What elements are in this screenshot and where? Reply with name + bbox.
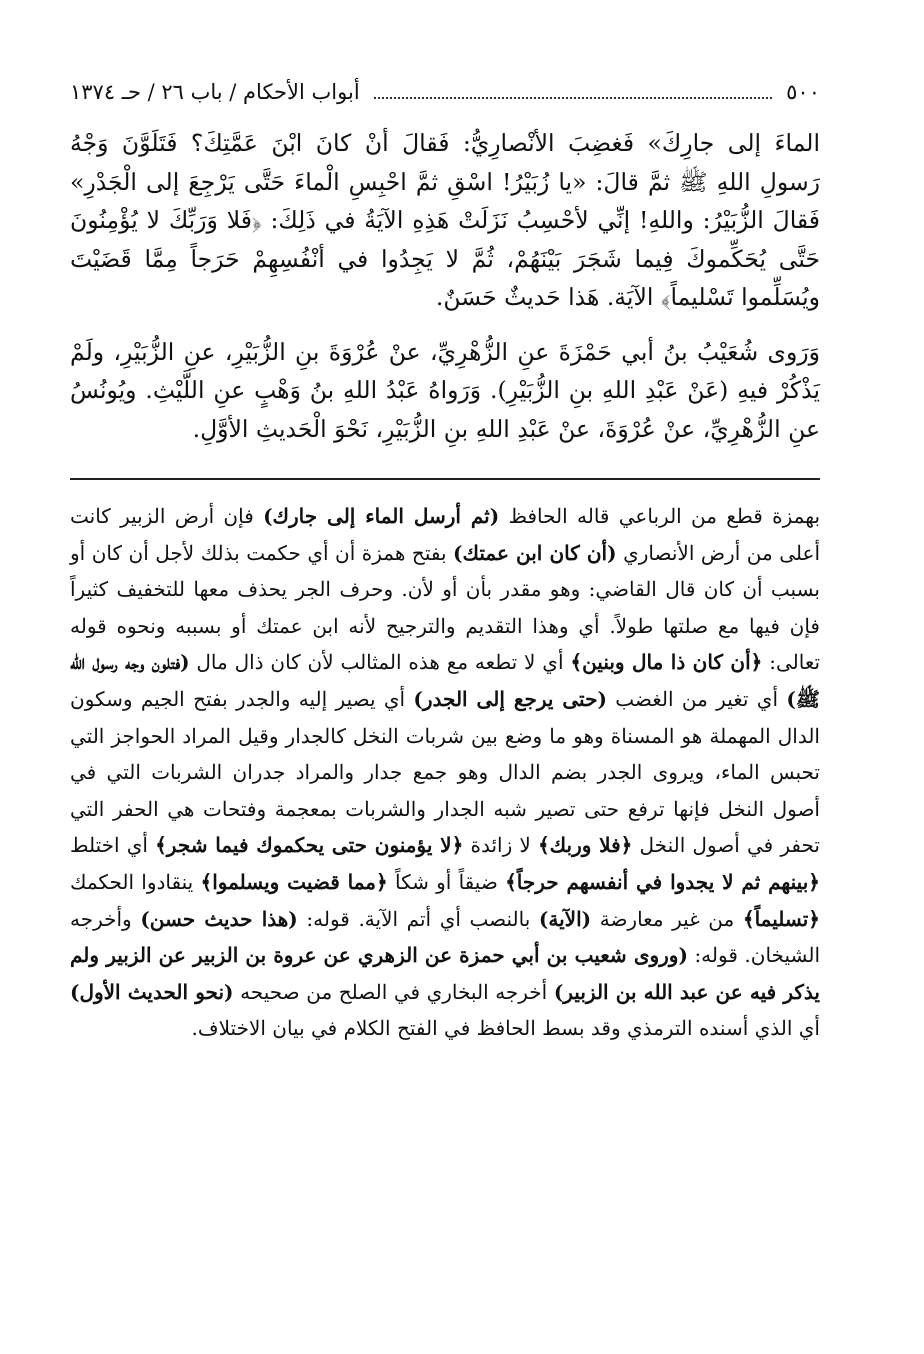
commentary-text-run: وأخرجه الشيخان. قوله: [70, 906, 820, 968]
hadith-paragraph: الماءَ إلى جارِكَ» فَغضِبَ الأنْصارِيُّ: فَقالَ أنْ كانَ ابْنَ عَمَّتِكَ؟ فَتَلَوَّنَ وَجْهُ رَسولِ اللهِ ﷺ ثمَّ قالَ: «يا زُبَيْرُ! اسْقِ ثمَّ احْبِسِ الْماءَ حَتَّى يَرْجِعَ إلى الْجَدْرِ» فَقالَ الزُّبَيْرُ: واللهِ! إنِّي لأحْسِبُ نَزَلَتْ هَذِهِ الآيَةُ في ذَلِكَ: ﴿فَلا وَرَبِّكَ لا يُؤْمِنُونَ حَتَّى يُحَكِّموكَ فِيما شَجَرَ بَيْنَهُمْ، ثُمَّ لا يَجِدُوا في أنْفُسِهِمْ حَرَجاً مِمَّا قَضَيْتَ ويُسَلِّموا تَسْليماً﴾ الآيَة. هَذا حَديثٌ حَسَنٌ. [70, 129, 820, 311]
footnote-divider [70, 478, 820, 480]
commentary-text-run: أخرجه البخاري في الصلح من صحيحه [233, 979, 554, 1004]
commentary-text-run: ضيقاً أو شكاً [387, 869, 506, 894]
commentary-text-run: بفتح همزة أن أي حكمت بذلك لأجل أن كان أو بسبب أن كان قال القاضي: وهو مقدر بأن أو لأن. وحرف الجر يحذف معها للتخفيف كثيراً فإن فيها مع صلتها طولاً. أي وهذا التقديم والترجيح لأنه ابن عمتك أو بسببه ونحوه قوله تعالى: [70, 540, 821, 675]
hadith-paragraph: وَرَوى شُعَيْبُ بنُ أبي حَمْزَةَ عنِ الزُّهْرِيِّ، عنْ عُرْوَةَ بنِ الزُّبَيْرِ، عنِ الزُّبَيْرِ، ولَمْ يَذْكُرْ فيهِ (عَنْ عَبْدِ اللهِ بنِ الزُّبَيْرِ). وَرَواهُ عَبْدُ اللهِ بنُ وَهْبٍ عنِ اللَّيْثِ. ويُونُسُ عنِ الزُّهْرِيِّ، عنْ عُرْوَةَ، عنْ عَبْدِ اللهِ بنِ الزُّبَيْرِ، نَحْوَ الْحَديثِ الأوَّلِ. [70, 337, 820, 443]
commentary-text-run: بهمزة قطع من الرباعي قاله الحافظ [499, 504, 821, 528]
commentary-text-run: أي الذي أسنده الترمذي وقد بسط الحافظ في الفتح الكلام في بيان الاختلاف. [191, 1016, 820, 1041]
commentary-text-run: أي اختلط [70, 833, 156, 858]
commentary-text-run: فإن أرض الزبير كانت أعلى من أرض الأنصاري [70, 504, 820, 565]
commentary-text-run: أي يصير إليه والجدر بفتح الجيم وسكون الدال المهملة هو المسناة وهو ما وضع بين شربات النخل كالجدار وقيل المراد الحواجز التي تحبس الماء، ويروى الجدر بضم الدال وهو جمع جدار والمراد جدران الشربات التي في أصول النخل فإنها ترفع حتى تصير شبه الجدار والشربات بمعجمة وفتحات هي الحفر التي تحفر في أصول النخل [70, 686, 820, 858]
quoted-phrase: (الآية) [538, 906, 592, 931]
quoted-phrase: ﴿لا يؤمنون حتى يحكموك فيما شجر﴾ [155, 833, 464, 858]
commentary-text [70, 498, 820, 1047]
quoted-phrase: ﴿مما قضيت ويسلموا﴾ [200, 869, 388, 894]
commentary-text-run: لا زائدة [463, 833, 538, 858]
quoted-phrase: ﴿بينهم ثم لا يجدوا في أنفسهم حرجاً﴾ [505, 869, 820, 894]
commentary-paragraph [70, 498, 820, 1047]
commentary-text-run: بالنصب أي أتم الآية. قوله: [297, 906, 539, 931]
quoted-phrase: ﴿تسليماً﴾ [742, 906, 821, 931]
header-dotted-leader [374, 83, 773, 99]
commentary-text-run: أي لا تطعه مع هذه المثالب لأن كان ذال مال [189, 650, 571, 675]
page-number: ٥٠٠ [786, 80, 820, 104]
hadith-text [70, 124, 820, 448]
quoted-phrase: ﴿فلا وربك﴾ [537, 833, 633, 858]
page-header [70, 78, 820, 108]
quoted-phrase: (هذا حديث حسن) [140, 906, 298, 931]
quoted-phrase: (فتلون وجه رسول الله ﷺ) [70, 650, 820, 711]
running-title: أبواب الأحكام / باب ٢٦ / حـ ١٣٧٤ [70, 80, 360, 104]
quoted-phrase: (ثم أرسل الماء إلى جارك) [263, 504, 500, 528]
quoted-phrase: (حتى يرجع إلى الجدر) [413, 686, 607, 711]
quoted-phrase: (وروى شعيب بن أبي حمزة عن الزهري عن عروة بن الزبير عن الزبير ولم يذكر فيه عن عبد الله بن الزبير) [70, 943, 820, 1004]
book-page [70, 78, 820, 1047]
quoted-phrase: (نحو الحديث الأول) [70, 979, 234, 1004]
commentary-text-run: أي تغير من الغضب [606, 686, 787, 711]
commentary-text-run: ينقادوا الحكمك [70, 869, 201, 894]
commentary-text-run: من غير معارضة [591, 906, 743, 931]
quoted-phrase: ﴿أن كان ذا مال وبنين﴾ [570, 650, 763, 675]
quoted-phrase: (أن كان ابن عمتك) [453, 540, 617, 565]
